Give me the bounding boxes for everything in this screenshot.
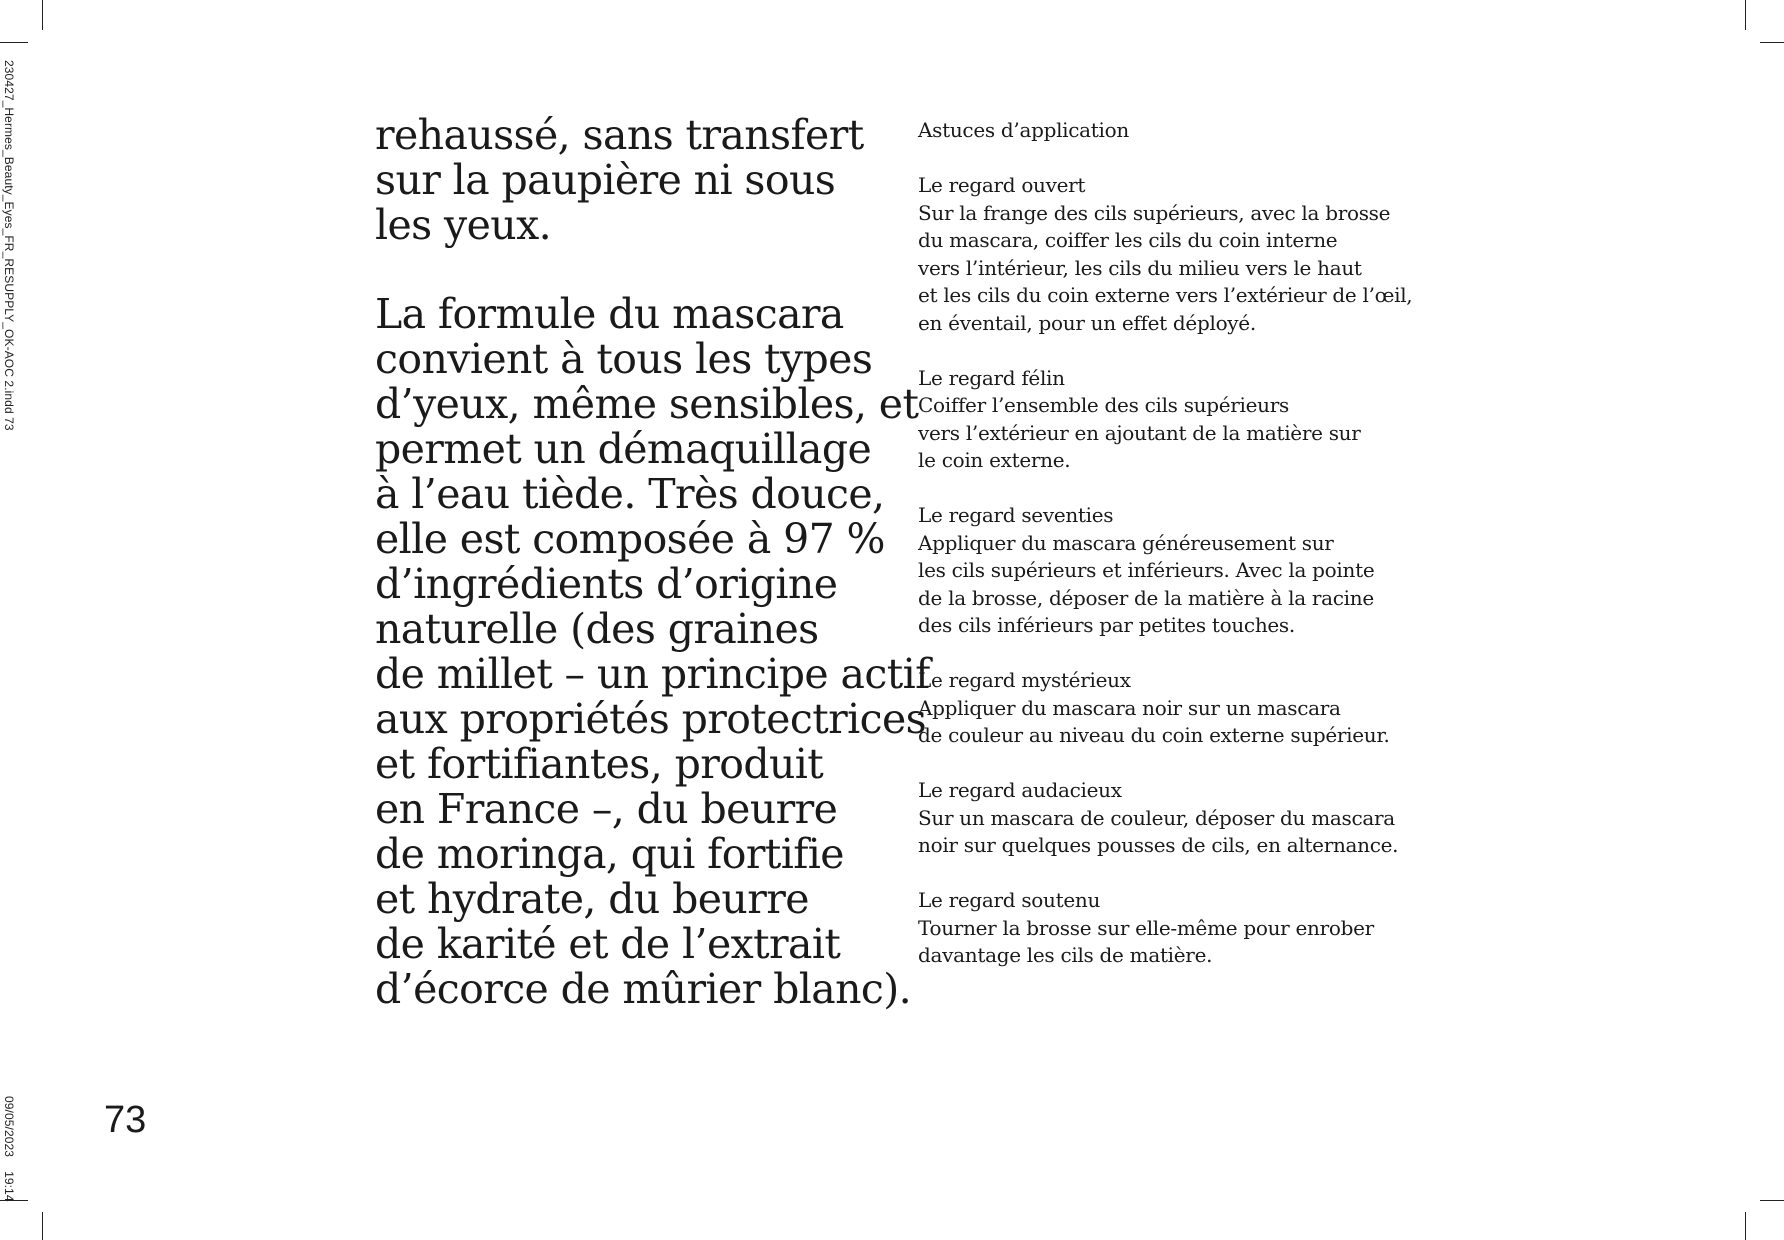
text-line: d’écorce de mûrier blanc). — [375, 965, 912, 1013]
tip-title: Le regard félin — [918, 365, 1065, 390]
crop-mark-top-left-vertical — [42, 0, 43, 30]
crop-mark-bottom-right-vertical — [1745, 1212, 1746, 1240]
tip-title: Le regard audacieux — [918, 778, 1122, 802]
text-line: de millet – un principe actif — [375, 650, 930, 698]
tips-column — [918, 117, 1478, 997]
tip-line: davantage les cils de matière. — [918, 943, 1213, 967]
tip-line: les cils supérieurs et inférieurs. Avec la pointe — [918, 558, 1375, 582]
slug-time: 19:14 — [2, 1171, 16, 1202]
tip-line: des cils inférieurs par petites touches. — [918, 613, 1295, 637]
tip-title: Le regard mystérieux — [918, 668, 1131, 692]
main-paragraph-2 — [375, 290, 930, 1013]
crop-mark-bottom-left-vertical — [42, 1212, 43, 1240]
text-line: La formule du mascara — [375, 290, 844, 338]
tip-line: Appliquer du mascara généreusement sur — [918, 530, 1334, 555]
page-number: 73 — [104, 1099, 147, 1141]
text-line: convient à tous les types — [375, 335, 873, 383]
text-line: les yeux. — [375, 201, 552, 249]
crop-mark-top-left-horizontal — [0, 42, 28, 43]
text-line: de moringa, qui fortifie — [375, 830, 844, 878]
tip-regard-soutenu — [918, 887, 1478, 970]
slug-date-time — [2, 1096, 16, 1216]
tips-heading: Astuces d’application — [918, 118, 1129, 142]
tip-line: le coin externe. — [918, 448, 1071, 472]
tip-line: de couleur au niveau du coin externe supérieur. — [918, 723, 1390, 747]
text-line: elle est composée à 97 % — [375, 515, 885, 563]
tip-line: noir sur quelques pousses de cils, en alternance. — [918, 833, 1399, 857]
tip-title: Le regard ouvert — [918, 173, 1086, 197]
tip-line: de la brosse, déposer de la matière à la racine — [918, 585, 1374, 610]
main-paragraph-1 — [375, 113, 895, 248]
tip-line: vers l’extérieur en ajoutant de la matière sur — [918, 420, 1361, 445]
text-line: et hydrate, du beurre — [375, 875, 809, 923]
tip-line: vers l’intérieur, les cils du milieu vers le haut — [918, 255, 1362, 280]
tip-line: Appliquer du mascara noir sur un mascara — [918, 695, 1341, 720]
tip-regard-ouvert — [918, 172, 1478, 337]
text-line: aux propriétés protectrices — [375, 695, 927, 743]
crop-mark-top-right-vertical — [1745, 0, 1746, 30]
text-line: de karité et de l’extrait — [375, 920, 841, 968]
text-line: d’ingrédients d’origine — [375, 560, 838, 608]
crop-mark-bottom-right-horizontal — [1760, 1200, 1784, 1201]
text-line: permet un démaquillage — [375, 425, 872, 473]
tip-regard-seventies — [918, 502, 1478, 640]
text-line: sur la paupière ni sous — [375, 156, 836, 204]
tip-regard-felin — [918, 365, 1478, 475]
tip-line: du mascara, coiffer les cils du coin interne — [918, 228, 1338, 252]
text-line: d’yeux, même sensibles, et — [375, 380, 919, 428]
tip-regard-mysterieux — [918, 667, 1478, 750]
main-text-column — [375, 111, 930, 1056]
tip-line: et les cils du coin externe vers l’extérieur de l’œil, — [918, 283, 1413, 307]
crop-mark-top-right-horizontal — [1760, 42, 1784, 43]
tip-regard-audacieux — [918, 777, 1478, 860]
tip-title: Le regard soutenu — [918, 888, 1101, 912]
text-line: en France –, du beurre — [375, 785, 838, 833]
tip-line: Sur un mascara de couleur, déposer du mascara — [918, 805, 1395, 830]
text-line: rehaussé, sans transfert — [375, 111, 864, 159]
text-line: et fortifiantes, produit — [375, 740, 824, 788]
tip-line: Coiffer l’ensemble des cils supérieurs — [918, 393, 1289, 417]
tip-line: en éventail, pour un effet déployé. — [918, 310, 1256, 335]
tip-line: Sur la frange des cils supérieurs, avec la brosse — [918, 200, 1391, 225]
text-line: naturelle (des graines — [375, 605, 819, 653]
tip-title: Le regard seventies — [918, 503, 1114, 527]
text-line: à l’eau tiède. Très douce, — [375, 470, 885, 518]
tip-line: Tourner la brosse sur elle-même pour enrober — [918, 915, 1374, 940]
slug-file-name: 230427_Hermes_Beauty_Eyes_FR_RESUPPLY_OK-AOC 2.indd 73 — [2, 60, 16, 431]
slug-date: 09/05/2023 — [2, 1096, 16, 1158]
